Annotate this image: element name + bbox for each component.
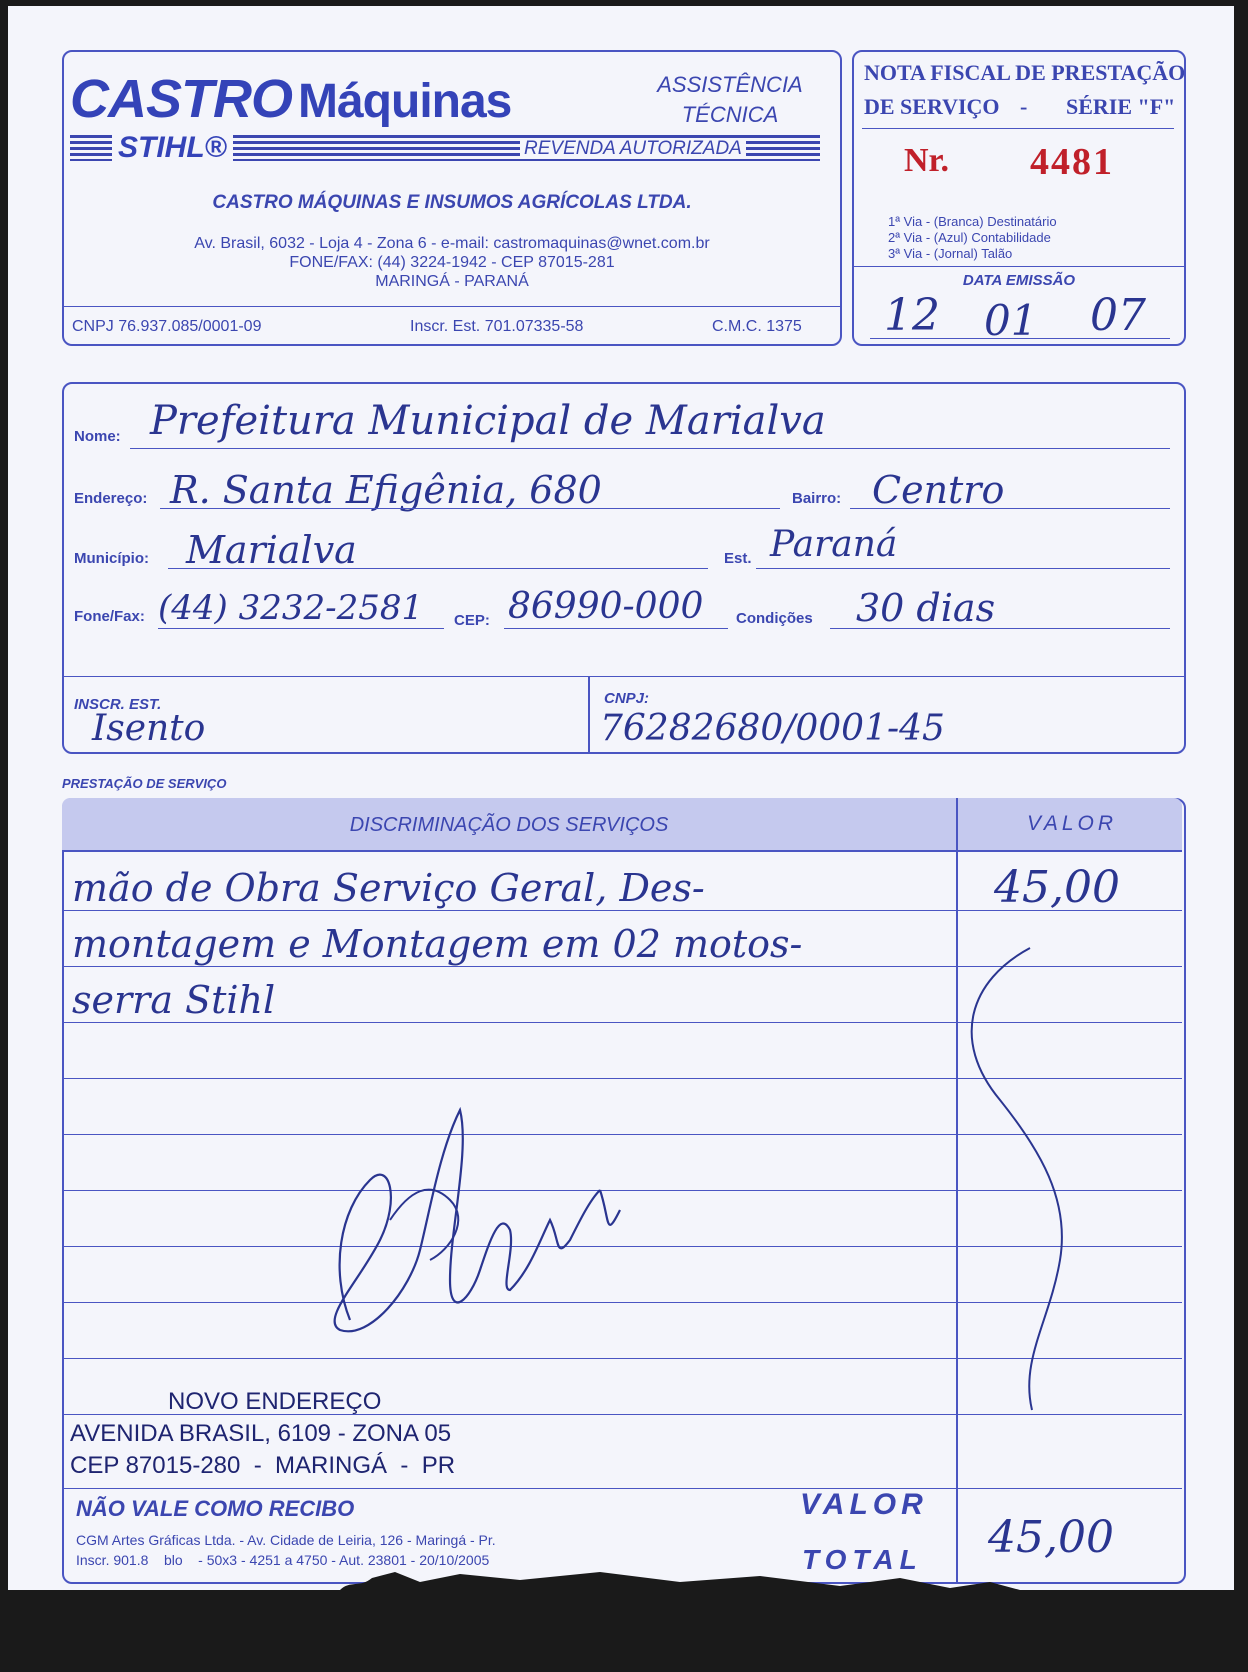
client-divider bbox=[62, 676, 1186, 677]
bairro-label: Bairro: bbox=[792, 490, 842, 507]
valor-column-separator bbox=[956, 798, 958, 1584]
printer-line2: Inscr. 901.8 blo - 50x3 - 4251 a 4750 - Aut. 23801 - 20/10/2005 bbox=[76, 1552, 490, 1568]
via-2: 2ª Via - (Azul) Contabilidade bbox=[888, 230, 1051, 245]
valor-total-value: 45,00 bbox=[988, 1512, 1114, 1563]
logo-brand: CASTRO bbox=[70, 69, 292, 129]
est-value: Paraná bbox=[770, 524, 898, 565]
service-line-3: serra Stihl bbox=[72, 978, 276, 1022]
via-3: 3ª Via - (Jornal) Talão bbox=[888, 246, 1013, 261]
insc-cnpj-separator bbox=[588, 676, 590, 754]
nota-title-line2-dash: - bbox=[1020, 94, 1028, 119]
est-line bbox=[756, 568, 1170, 569]
stihl-logo: STIHL® bbox=[112, 133, 233, 163]
prestacao-label: PRESTAÇÃO DE SERVIÇO bbox=[62, 776, 227, 791]
nota-title-line2-right: SÉRIE "F" bbox=[1066, 94, 1176, 119]
municipio-value: Marialva bbox=[186, 528, 357, 572]
issuer-inscr-est: Inscr. Est. 701.07335-58 bbox=[410, 318, 584, 335]
condicoes-value: 30 dias bbox=[856, 586, 996, 630]
municipio-line bbox=[168, 568, 708, 569]
data-year: 07 bbox=[1090, 290, 1146, 341]
condicoes-line bbox=[830, 628, 1170, 629]
service-line-1: mão de Obra Serviço Geral, Des- bbox=[72, 866, 705, 910]
cep-label: CEP: bbox=[454, 612, 490, 629]
void-squiggle bbox=[960, 940, 1110, 1420]
valor-total-label2: TOTAL bbox=[802, 1544, 923, 1575]
nome-value: Prefeitura Municipal de Marialva bbox=[150, 398, 826, 444]
nr-label: Nr. bbox=[904, 142, 950, 179]
assistencia-tecnica bbox=[630, 70, 830, 130]
torn-edge bbox=[0, 1560, 1248, 1672]
ruled-line bbox=[62, 1488, 1182, 1489]
issuer-cnpj: CNPJ 76.937.085/0001-09 bbox=[72, 318, 262, 335]
address-line1: Av. Brasil, 6032 - Loja 4 - Zona 6 - e-mail: castromaquinas@wnet.com.br bbox=[194, 235, 710, 252]
novo-endereco: NOVO ENDEREÇO bbox=[168, 1388, 382, 1415]
logo-brand-suffix: Máquinas bbox=[298, 75, 512, 128]
municipio-label: Município: bbox=[74, 550, 149, 567]
brand-logo bbox=[70, 68, 511, 130]
nome-line bbox=[130, 448, 1170, 449]
condicoes-label: Condições bbox=[736, 610, 813, 627]
insc-label: INSCR. EST. bbox=[74, 696, 162, 713]
nao-vale-recibo: NÃO VALE COMO RECIBO bbox=[76, 1496, 355, 1521]
cep-line bbox=[504, 628, 728, 629]
assistencia-line1: ASSISTÊNCIA bbox=[657, 72, 803, 97]
signature bbox=[300, 1090, 660, 1350]
company-address bbox=[62, 234, 842, 291]
fone-value: (44) 3232-2581 bbox=[158, 588, 424, 628]
cnpj-value: 76282680/0001-45 bbox=[600, 708, 945, 749]
novo-line2: CEP 87015-280 - MARINGÁ - PR bbox=[70, 1452, 456, 1479]
col-desc-header: DISCRIMINAÇÃO DOS SERVIÇOS bbox=[349, 814, 669, 836]
data-underline bbox=[870, 338, 1170, 339]
nota-title-line2-left: DE SERVIÇO bbox=[864, 94, 1000, 119]
issuer-divider bbox=[62, 306, 842, 307]
valor-total-label1: VALOR bbox=[800, 1488, 928, 1521]
nota-title-underline bbox=[862, 128, 1174, 129]
nr-value: 4481 bbox=[1030, 141, 1114, 183]
nota-divider bbox=[852, 266, 1186, 267]
service-line-2: montagem e Montagem em 02 motos- bbox=[72, 922, 803, 966]
service-value-1: 45,00 bbox=[994, 862, 1120, 913]
endereco-line bbox=[160, 508, 780, 509]
insc-value: Isento bbox=[92, 708, 206, 749]
fone-label: Fone/Fax: bbox=[74, 608, 145, 625]
via-1: 1ª Via - (Branca) Destinatário bbox=[888, 214, 1057, 229]
endereco-label: Endereço: bbox=[74, 490, 148, 507]
issuer-cmc: C.M.C. 1375 bbox=[712, 318, 802, 335]
fone-line bbox=[158, 628, 444, 629]
data-month: 01 bbox=[984, 296, 1038, 345]
est-label: Est. bbox=[724, 550, 752, 567]
nota-title-line1: NOTA FISCAL DE PRESTAÇÃO bbox=[864, 60, 1186, 85]
col-valor-header: VALOR bbox=[1026, 812, 1118, 835]
company-name: CASTRO MÁQUINAS E INSUMOS AGRÍCOLAS LTDA. bbox=[212, 192, 692, 213]
bairro-line bbox=[850, 508, 1170, 509]
cnpj-label: CNPJ: bbox=[604, 690, 650, 707]
address-line3: MARINGÁ - PARANÁ bbox=[375, 273, 529, 290]
printer-line1: CGM Artes Gráficas Ltda. - Av. Cidade de Leiria, 126 - Maringá - Pr. bbox=[76, 1532, 496, 1548]
revenda-autorizada: REVENDA AUTORIZADA bbox=[520, 139, 746, 159]
endereco-value: R. Santa Efigênia, 680 bbox=[170, 468, 602, 512]
nome-label: Nome: bbox=[74, 428, 121, 445]
cep-value: 86990-000 bbox=[508, 586, 704, 627]
assistencia-line2: TÉCNICA bbox=[681, 102, 779, 127]
novo-line1: AVENIDA BRASIL, 6109 - ZONA 05 bbox=[70, 1420, 452, 1447]
address-line2: FONE/FAX: (44) 3224-1942 - CEP 87015-281 bbox=[289, 254, 615, 271]
data-emissao-label: DATA EMISSÃO bbox=[962, 272, 1076, 289]
data-day: 12 bbox=[884, 290, 940, 341]
bairro-value: Centro bbox=[872, 468, 1005, 512]
